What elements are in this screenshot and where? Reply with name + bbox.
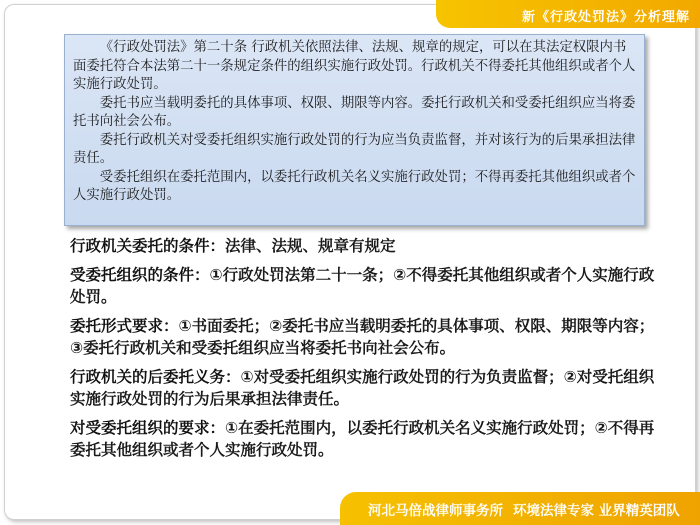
quote-paragraph-1: 《行政处罚法》第二十条 行政机关依照法律、法规、规章的规定，可以在其法定权限内书面委托符合本法第二十一条规定条件的组织实施行政处罚。行政机关不得委托其他组织或者个人实施行政处罚。 (73, 40, 636, 92)
point-label: 行政机关委托的条件： (70, 237, 226, 255)
footer-bar (340, 492, 700, 525)
point-label: 对受委托组织的要求： (70, 419, 226, 437)
point-text: ①行政处罚法第二十一条；②不得委托其他组织或者个人实施行政处罚。 (70, 266, 655, 306)
point-text: 法律、法规、规章有规定 (225, 237, 396, 255)
quote-paragraph-3: 委托行政机关对受委托组织实施行政处罚的行为应当负责监督，并对该行为的后果承担法律责任。 (73, 132, 636, 166)
point-delegated-org-conditions (70, 264, 660, 308)
point-delegated-org-requirements (70, 417, 660, 461)
analysis-points (70, 235, 660, 468)
point-delegating-authority-conditions (70, 235, 660, 257)
law-quote-box (64, 34, 645, 226)
point-label: 委托形式要求： (70, 317, 179, 335)
quote-paragraph-2: 委托书应当载明委托的具体事项、权限、期限等内容。委托行政机关和受委托组织应当将委托书向社会公布。 (73, 95, 636, 129)
point-text: ①书面委托；②委托书应当载明委托的具体事项、权限、期限等内容；③委托行政机关和受委托组织应当将委托书向社会公布。 (70, 317, 655, 357)
footer-text (368, 499, 680, 519)
top-banner (436, 0, 700, 28)
firm-name: 河北马倍战律师事务所 (368, 503, 503, 519)
point-delegation-form (70, 315, 660, 359)
point-label: 受委托组织的条件： (70, 266, 210, 284)
quote-paragraph-4: 受委托组织在委托范围内，以委托行政机关名义实施行政处罚；不得再委托其他组织或者个人实施行政处罚。 (73, 169, 636, 203)
banner-title: 新《行政处罚法》分析理解 (521, 10, 690, 25)
point-post-delegation-duties (70, 366, 660, 410)
point-label: 行政机关的后委托义务： (70, 368, 241, 386)
point-text: ①在委托范围内，以委托行政机关名义实施行政处罚；②不得再委托其他组织或者个人实施行政处罚。 (70, 419, 655, 459)
point-text: ①对受委托组织实施行政处罚的行为负责监督；②对受托组织实施行政处罚的行为后果承担法律责任。 (70, 368, 655, 408)
firm-tagline: 环境法律专家 业界精英团队 (513, 503, 680, 519)
